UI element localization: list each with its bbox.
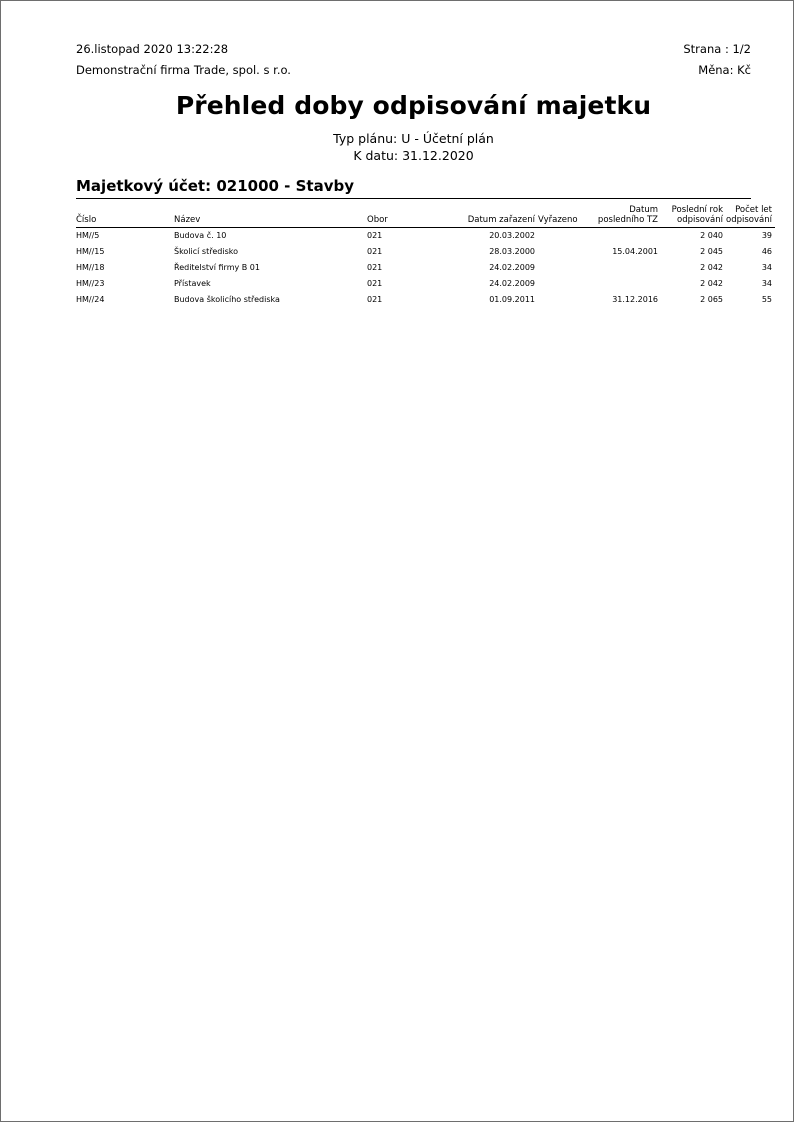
column-header-datum-tz-line2: posledního TZ	[597, 215, 658, 225]
cell-nazev: Budova školicího střediska	[174, 295, 280, 304]
table-row	[76, 244, 775, 260]
date-to-label: K datu: 31.12.2020	[353, 148, 474, 163]
cell-posledni-rok: 2 065	[700, 295, 723, 304]
column-header-posledni-rok-line1: Poslední rok	[671, 205, 723, 215]
cell-datum-tz	[586, 260, 661, 276]
table-body	[76, 228, 775, 309]
cell-datum-tz: 15.04.2001	[612, 247, 658, 256]
cell-obor: 021	[367, 231, 383, 240]
cell-datum-tz	[586, 276, 661, 292]
currency-label: Měna: Kč	[698, 63, 751, 77]
column-header-pocet-let-line1: Počet let	[735, 205, 772, 215]
cell-datum-zarazeni: 01.09.2011	[489, 295, 535, 304]
cell-cislo: HM//23	[76, 279, 105, 288]
cell-datum-zarazeni: 28.03.2000	[489, 247, 535, 256]
company-name: Demonstrační firma Trade, spol. s r.o.	[76, 63, 291, 77]
cell-datum-tz	[586, 228, 661, 245]
column-header-pocet-let-line2: odpisování	[726, 215, 772, 225]
section-heading: Majetkový účet: 021000 - Stavby	[76, 177, 751, 199]
table-row	[76, 260, 775, 276]
cell-datum-zarazeni: 20.03.2002	[489, 231, 535, 240]
table-header	[76, 205, 775, 228]
column-header-posledni-rok-line2: odpisování	[677, 215, 723, 225]
cell-posledni-rok: 2 042	[700, 279, 723, 288]
cell-posledni-rok: 2 045	[700, 247, 723, 256]
cell-nazev: Budova č. 10	[174, 231, 227, 240]
cell-cislo: HM//24	[76, 295, 105, 304]
cell-cislo: HM//18	[76, 263, 105, 272]
cell-pocet-let: 55	[761, 295, 772, 304]
column-header-pocet-let	[726, 205, 775, 228]
column-header-datum-tz	[586, 205, 661, 228]
cell-vyrazeno	[538, 292, 586, 308]
column-header-cislo	[76, 205, 174, 228]
cell-obor: 021	[367, 279, 383, 288]
table-header-row	[76, 205, 775, 228]
cell-pocet-let: 39	[761, 231, 772, 240]
plan-type-label: Typ plánu: U - Účetní plán	[333, 131, 494, 146]
table-row	[76, 276, 775, 292]
column-header-posledni-rok	[661, 205, 726, 228]
cell-nazev: Školicí středisko	[174, 247, 238, 256]
cell-datum-zarazeni: 24.02.2009	[489, 279, 535, 288]
column-header-datum-zarazeni-line1: Datum zařazení	[467, 215, 535, 225]
column-header-vyrazeno-line1: Vyřazeno	[538, 215, 578, 225]
column-header-datum-tz-line1: Datum	[629, 205, 658, 215]
cell-pocet-let: 34	[761, 263, 772, 272]
cell-posledni-rok: 2 042	[700, 263, 723, 272]
column-header-datum-zarazeni	[450, 205, 538, 228]
report-datetime: 26.listopad 2020 13:22:28	[76, 42, 229, 56]
cell-posledni-rok: 2 040	[700, 231, 723, 240]
assets-table	[76, 205, 775, 308]
table-row	[76, 228, 775, 245]
cell-cislo: HM//5	[76, 231, 100, 240]
column-header-obor	[367, 205, 450, 228]
cell-cislo: HM//15	[76, 247, 105, 256]
cell-vyrazeno	[538, 244, 586, 260]
header-top-row	[76, 41, 751, 57]
column-header-nazev	[174, 205, 367, 228]
table-row	[76, 292, 775, 308]
report-sheet	[76, 41, 772, 308]
header-second-row	[76, 62, 751, 78]
cell-datum-zarazeni: 24.02.2009	[489, 263, 535, 272]
cell-nazev: Přístavek	[174, 279, 211, 288]
cell-obor: 021	[367, 247, 383, 256]
cell-pocet-let: 34	[761, 279, 772, 288]
cell-nazev: Ředitelství firmy B 01	[174, 263, 260, 272]
report-subtitle	[76, 130, 751, 164]
column-header-nazev-line1: Název	[174, 215, 201, 225]
page-title: Přehled doby odpisování majetku	[175, 91, 652, 120]
column-header-vyrazeno	[538, 205, 586, 228]
cell-vyrazeno	[538, 276, 586, 292]
page-number: Strana : 1/2	[683, 42, 751, 56]
cell-obor: 021	[367, 263, 383, 272]
cell-datum-tz: 31.12.2016	[612, 295, 658, 304]
cell-obor: 021	[367, 295, 383, 304]
cell-vyrazeno	[538, 228, 586, 245]
column-header-cislo-line1: Číslo	[76, 215, 97, 225]
column-header-obor-line1: Obor	[367, 215, 388, 225]
cell-pocet-let: 46	[761, 247, 772, 256]
cell-vyrazeno	[538, 260, 586, 276]
